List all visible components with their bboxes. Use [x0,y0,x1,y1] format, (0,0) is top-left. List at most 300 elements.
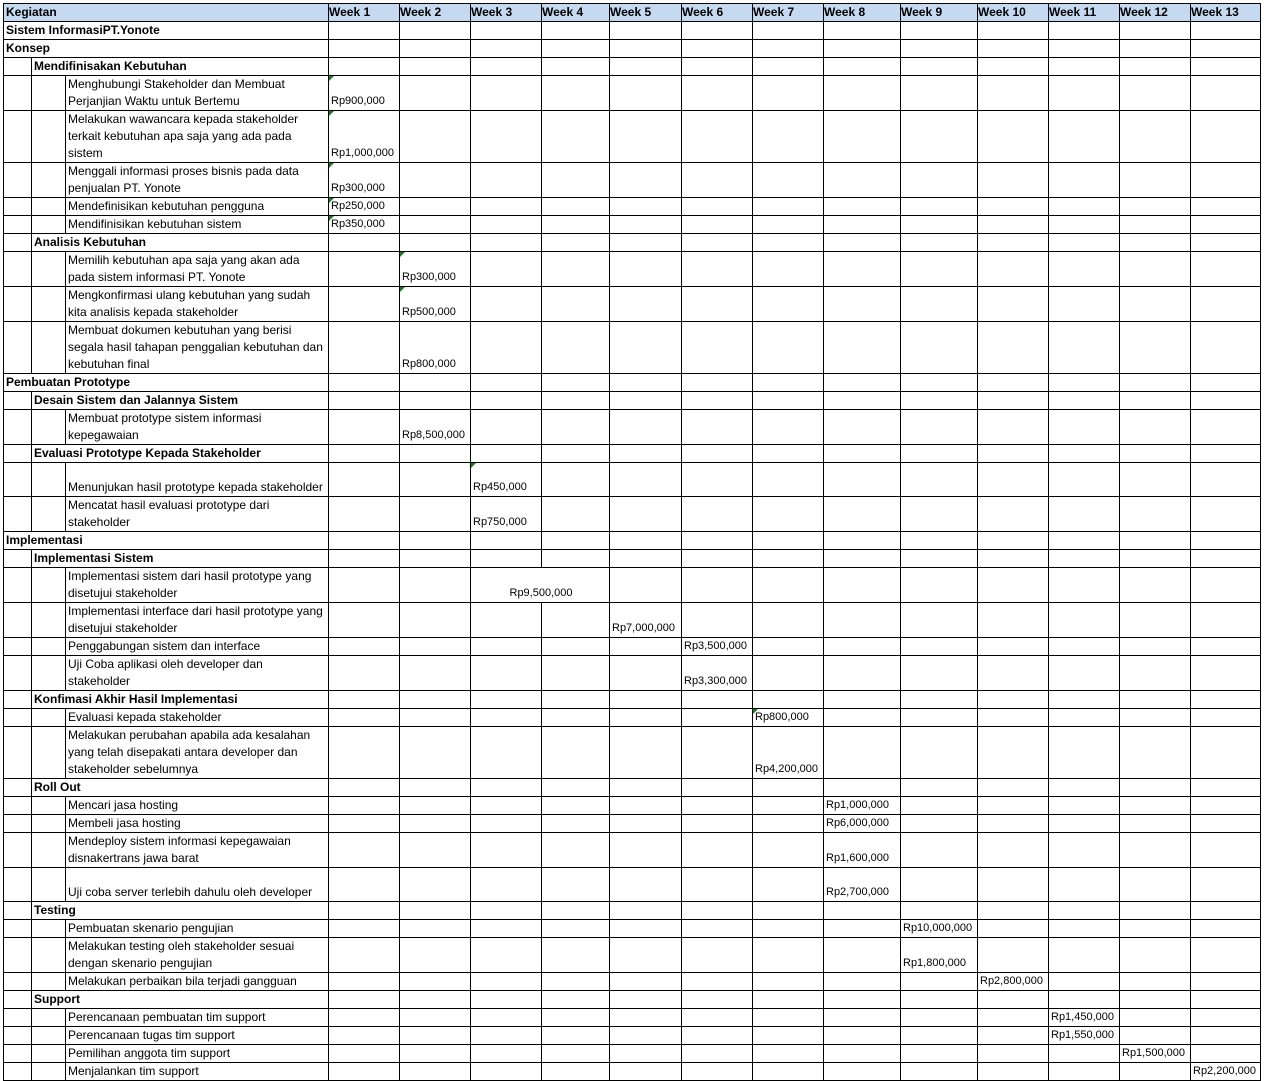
week-cell [824,709,901,727]
week-cell [1049,691,1120,709]
week-cell [610,287,682,322]
week-cell [400,76,471,111]
week-cell [824,638,901,656]
activity-row [4,868,1261,902]
comment-indicator-icon [471,463,476,468]
activity-row [4,76,1261,111]
week-cell [682,497,753,532]
week-header: Week 3 [471,4,542,22]
activity-label: Melakukan testing oleh stakeholder sesuai dengan skenario pengujian [66,938,329,973]
week-cell [1120,322,1191,374]
indent-cell [4,216,32,234]
subphase-row [4,550,1261,568]
activity-label: Evaluasi kepada stakeholder [66,709,329,727]
subphase-row [4,691,1261,709]
week-cell [329,815,400,833]
week-cell [1120,603,1191,638]
activity-label: Menunjukan hasil prototype kepada stakeholder [66,463,329,497]
week-cell [682,234,753,252]
week-cell [901,1027,978,1045]
activity-label: Perencanaan pembuatan tim support [66,1009,329,1027]
week-cell [682,392,753,410]
week-cell [1049,709,1120,727]
week-cell [610,463,682,497]
cost-cell [400,252,471,287]
week-cell [542,392,610,410]
week-cell [542,902,610,920]
week-cell [471,532,542,550]
week-cell [901,568,978,603]
week-cell [400,938,471,973]
indent-cell [32,973,66,991]
phase-row [4,22,1261,40]
cost-cell [610,603,682,638]
week-cell [329,445,400,463]
subphase-label: Desain Sistem dan Jalannya Sistem [32,392,329,410]
week-cell [901,287,978,322]
activity-row [4,973,1261,991]
week-cell [471,833,542,868]
indent-cell [4,58,32,76]
indent-cell [32,76,66,111]
week-cell [329,991,400,1009]
cost-value: Rp1,600,000 [826,852,889,864]
week-cell [1191,1009,1261,1027]
week-cell [1120,991,1191,1009]
week-cell [610,938,682,973]
indent-cell [32,797,66,815]
comment-indicator-icon [329,163,334,168]
week-cell [1120,374,1191,392]
week-cell [753,76,824,111]
week-cell [1191,216,1261,234]
week-cell [1191,938,1261,973]
comment-indicator-icon [753,709,758,714]
week-cell [682,1063,753,1081]
week-cell [753,1045,824,1063]
indent-cell [4,815,32,833]
week-cell [753,991,824,1009]
week-cell [610,727,682,779]
activity-label: Mendefinisikan kebutuhan pengguna [66,198,329,216]
week-cell [682,973,753,991]
week-cell [753,920,824,938]
indent-cell [4,797,32,815]
indent-cell [4,991,32,1009]
week-cell [610,76,682,111]
week-cell [824,198,901,216]
cost-cell [901,938,978,973]
phase-label: Sistem InformasiPT.Yonote [4,22,329,40]
week-cell [1049,902,1120,920]
week-cell [1120,638,1191,656]
week-cell [1191,40,1261,58]
subphase-row [4,902,1261,920]
indent-cell [4,550,32,568]
week-cell [901,638,978,656]
week-cell [329,410,400,445]
week-cell [1120,445,1191,463]
week-cell [753,1009,824,1027]
indent-cell [4,938,32,973]
week-cell [329,287,400,322]
week-cell [978,111,1049,163]
week-cell [978,691,1049,709]
week-cell [1120,938,1191,973]
week-cell [1049,410,1120,445]
activity-row [4,1045,1261,1063]
week-cell [978,163,1049,198]
week-cell [1120,568,1191,603]
activity-row [4,497,1261,532]
week-cell [824,727,901,779]
cost-cell [400,287,471,322]
week-cell [682,779,753,797]
week-cell [901,1063,978,1081]
week-cell [471,392,542,410]
week-cell [610,709,682,727]
week-cell [400,868,471,902]
comment-indicator-icon [400,252,405,257]
activity-label: Membuat dokumen kebutuhan yang berisi segala hasil tahapan penggalian kebutuhan dan kebutuhan final [66,322,329,374]
indent-cell [32,1045,66,1063]
week-cell [1049,198,1120,216]
indent-cell [32,709,66,727]
week-cell [753,938,824,973]
week-cell [824,22,901,40]
indent-cell [4,638,32,656]
week-cell [901,234,978,252]
week-cell [329,234,400,252]
week-cell [753,973,824,991]
week-cell [542,163,610,198]
week-cell [471,550,542,568]
week-cell [753,656,824,691]
cost-value: Rp2,700,000 [826,886,889,898]
week-cell [1191,638,1261,656]
week-header: Week 13 [1191,4,1261,22]
week-cell [978,392,1049,410]
week-cell [682,797,753,815]
week-cell [978,40,1049,58]
week-cell [978,1027,1049,1045]
week-cell [329,1027,400,1045]
week-cell [471,815,542,833]
week-cell [753,568,824,603]
week-cell [610,392,682,410]
week-cell [1049,252,1120,287]
activity-row [4,1027,1261,1045]
week-cell [542,22,610,40]
week-cell [901,656,978,691]
cost-value: Rp2,200,000 [1193,1065,1256,1077]
activity-row [4,463,1261,497]
week-cell [400,1063,471,1081]
week-cell [1049,550,1120,568]
week-cell [542,638,610,656]
week-cell [610,815,682,833]
week-cell [542,1009,610,1027]
week-cell [400,463,471,497]
week-cell [682,691,753,709]
indent-cell [4,779,32,797]
week-cell [682,76,753,111]
week-cell [682,568,753,603]
activity-row [4,833,1261,868]
week-cell [753,463,824,497]
week-cell [542,234,610,252]
week-cell [682,252,753,287]
week-cell [471,216,542,234]
week-cell [542,1027,610,1045]
indent-cell [4,322,32,374]
week-cell [1120,532,1191,550]
week-cell [1120,216,1191,234]
cost-value: Rp3,500,000 [684,640,747,652]
subphase-row [4,58,1261,76]
subphase-row [4,445,1261,463]
week-cell [471,1009,542,1027]
cost-cell [682,638,753,656]
week-cell [753,550,824,568]
week-cell [542,287,610,322]
week-header: Week 9 [901,4,978,22]
week-cell [400,497,471,532]
week-cell [753,322,824,374]
week-cell [610,973,682,991]
week-cell [1120,287,1191,322]
week-cell [753,374,824,392]
week-cell [542,40,610,58]
indent-cell [4,198,32,216]
indent-cell [4,656,32,691]
indent-cell [32,216,66,234]
week-cell [1049,603,1120,638]
week-cell [1191,691,1261,709]
indent-cell [32,868,66,902]
week-cell [824,163,901,198]
week-cell [400,638,471,656]
week-cell [1120,58,1191,76]
indent-cell [4,410,32,445]
week-cell [901,58,978,76]
week-cell [901,410,978,445]
subphase-label: Testing [32,902,329,920]
week-cell [978,603,1049,638]
week-header: Week 4 [542,4,610,22]
week-cell [1191,727,1261,779]
week-cell [682,868,753,902]
indent-cell [4,727,32,779]
week-cell [1049,938,1120,973]
activity-label: Mendeploy sistem informasi kepegawaian disnakertrans jawa barat [66,833,329,868]
indent-cell [4,1027,32,1045]
week-cell [1191,252,1261,287]
week-cell [1191,287,1261,322]
week-cell [400,973,471,991]
indent-cell [32,198,66,216]
cost-cell [400,322,471,374]
indent-cell [32,603,66,638]
indent-cell [4,603,32,638]
week-cell [329,252,400,287]
week-cell [400,815,471,833]
indent-cell [4,1045,32,1063]
week-cell [400,40,471,58]
activity-row [4,287,1261,322]
week-cell [1191,463,1261,497]
week-cell [901,1045,978,1063]
phase-row [4,532,1261,550]
week-cell [610,111,682,163]
activity-row [4,163,1261,198]
week-cell [1049,322,1120,374]
cost-cell [471,463,542,497]
activity-label: Memilih kebutuhan apa saja yang akan ada pada sistem informasi PT. Yonote [66,252,329,287]
activity-row [4,638,1261,656]
week-cell [682,198,753,216]
week-cell [978,815,1049,833]
cost-value: Rp8,500,000 [402,429,465,441]
week-cell [542,1063,610,1081]
week-cell [471,287,542,322]
week-cell [400,216,471,234]
week-cell [824,463,901,497]
week-cell [1191,58,1261,76]
cost-cell [329,76,400,111]
week-cell [610,234,682,252]
week-cell [824,550,901,568]
activity-row [4,216,1261,234]
week-cell [1120,833,1191,868]
week-cell [978,463,1049,497]
week-cell [400,374,471,392]
week-cell [901,445,978,463]
week-cell [1049,779,1120,797]
week-cell [824,691,901,709]
activity-label: Melakukan perbaikan bila terjadi gangguan [66,973,329,991]
week-cell [542,445,610,463]
cost-value: Rp900,000 [331,95,385,107]
week-cell [1191,833,1261,868]
week-cell [753,691,824,709]
week-cell [978,833,1049,868]
comment-indicator-icon [329,111,334,116]
activity-row [4,198,1261,216]
week-cell [542,868,610,902]
week-cell [610,797,682,815]
week-cell [1120,709,1191,727]
subphase-label: Evaluasi Prototype Kepada Stakeholder [32,445,329,463]
week-cell [753,392,824,410]
week-cell [753,497,824,532]
week-cell [901,797,978,815]
week-cell [542,691,610,709]
indent-cell [4,691,32,709]
week-cell [1049,76,1120,111]
week-cell [1049,163,1120,198]
indent-cell [32,727,66,779]
week-cell [901,779,978,797]
week-cell [682,709,753,727]
activity-row [4,920,1261,938]
week-cell [610,779,682,797]
week-cell [682,938,753,973]
week-cell [824,111,901,163]
cost-value: Rp6,000,000 [826,817,889,829]
week-cell [682,445,753,463]
week-cell [610,445,682,463]
week-cell [753,58,824,76]
cost-value: Rp1,000,000 [331,147,394,159]
week-cell [610,198,682,216]
subphase-label: Mendifinisakan Kebutuhan [32,58,329,76]
activity-label: Menjalankan tim support [66,1063,329,1081]
subphase-label: Support [32,991,329,1009]
week-cell [471,234,542,252]
activity-label: Uji coba server terlebih dahulu oleh developer [66,868,329,902]
indent-cell [4,920,32,938]
week-cell [542,656,610,691]
week-cell [471,111,542,163]
week-cell [400,920,471,938]
week-cell [753,234,824,252]
week-cell [400,234,471,252]
week-cell [824,58,901,76]
week-cell [901,76,978,111]
week-cell [824,322,901,374]
week-cell [753,287,824,322]
week-cell [542,216,610,234]
week-cell [682,322,753,374]
week-cell [329,656,400,691]
week-cell [329,797,400,815]
week-header: Week 10 [978,4,1049,22]
week-cell [400,198,471,216]
week-cell [1120,410,1191,445]
week-cell [1191,234,1261,252]
activity-label: Melakukan perubahan apabila ada kesalahan yang telah disepakati antara developer dan stakeholder sebelumnya [66,727,329,779]
week-cell [1191,815,1261,833]
week-cell [542,779,610,797]
week-cell [978,920,1049,938]
week-cell [400,568,471,603]
week-cell [901,815,978,833]
activity-label: Uji Coba aplikasi oleh developer dan stakeholder [66,656,329,691]
week-cell [1120,392,1191,410]
week-cell [471,76,542,111]
cost-value: Rp800,000 [402,358,456,370]
cost-value: Rp1,000,000 [826,799,889,811]
week-cell [610,532,682,550]
week-cell [753,410,824,445]
week-cell [1049,1045,1120,1063]
week-cell [542,410,610,445]
week-cell [400,656,471,691]
week-cell [1191,163,1261,198]
week-cell [610,374,682,392]
indent-cell [4,1009,32,1027]
week-cell [1191,22,1261,40]
activity-label: Implementasi sistem dari hasil prototype yang disetujui stakeholder [66,568,329,603]
week-cell [1049,797,1120,815]
week-cell [978,656,1049,691]
week-cell [610,568,682,603]
week-cell [1120,22,1191,40]
indent-cell [4,163,32,198]
activity-label: Membuat prototype sistem informasi kepegawaian [66,410,329,445]
week-cell [1049,1063,1120,1081]
